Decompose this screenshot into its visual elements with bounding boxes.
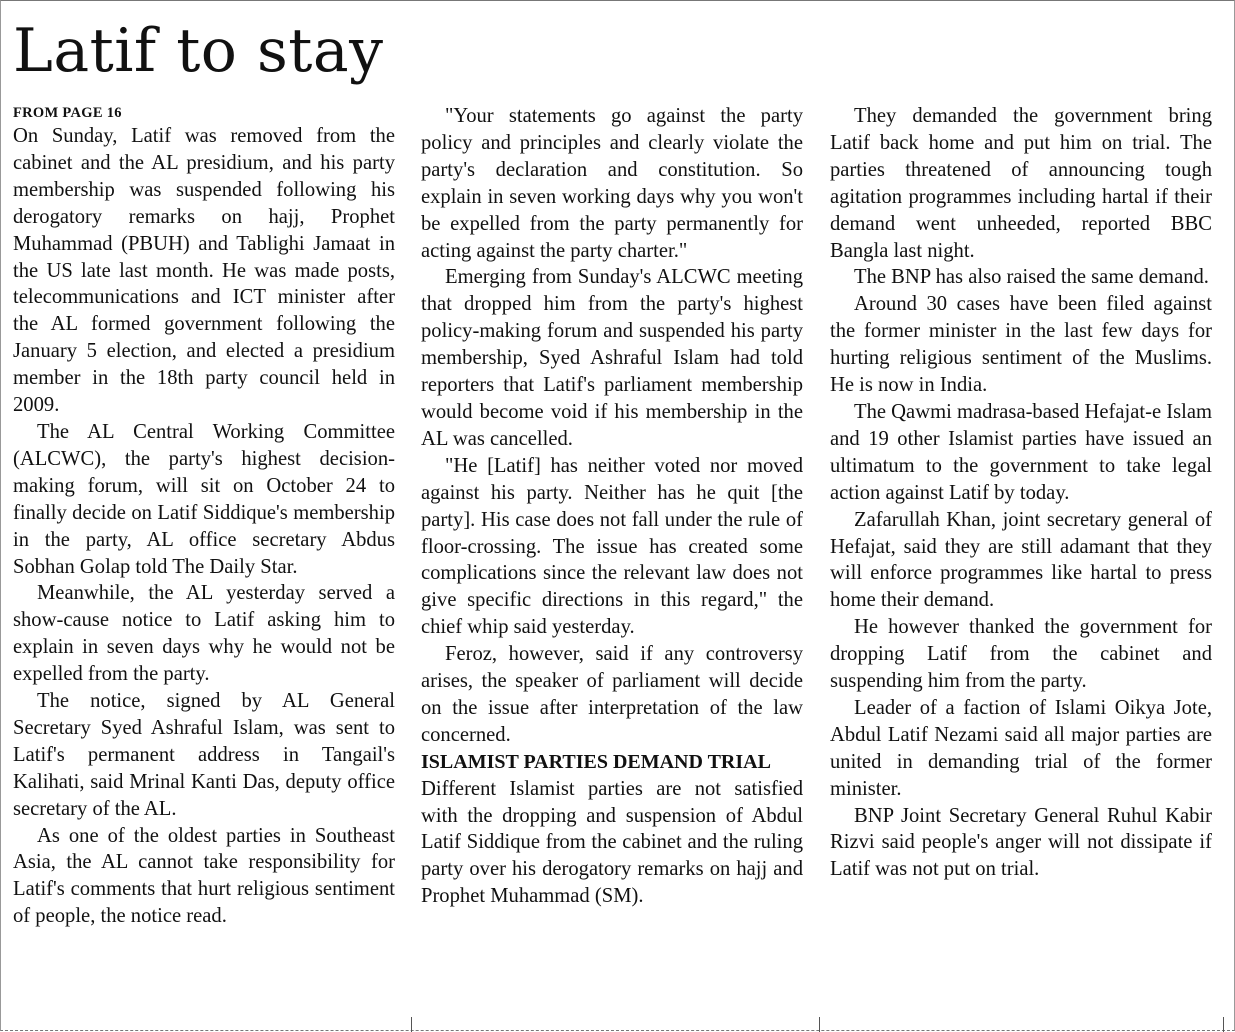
section-subhead: ISLAMIST PARTIES DEMAND TRIAL (421, 750, 771, 773)
continued-from-label: FROM PAGE 16 (13, 105, 122, 121)
cut-mark (819, 1017, 820, 1032)
paragraph: Zafarullah Khan, joint secretary general of Hefajat, said they are still adamant that they will enforce programmes like hartal to press home their demand. (830, 508, 1212, 612)
paragraph: The BNP has also raised the same demand. (854, 266, 1209, 289)
paragraph: "He [Latif] has neither voted nor moved against his party. Neither has he quit [the party]. His case does not fall under the rule of floor-crossing. The issue has created some complications since the relevant law does not give specific directions in this regard," the chief whip said yesterday. (421, 454, 803, 639)
paragraph: He however thanked the government for dropping Latif from the cabinet and suspending him from the party. (830, 616, 1212, 693)
paragraph: BNP Joint Secretary General Ruhul Kabir Rizvi said people's anger will not dissipate if Latif was not put on trial. (830, 804, 1212, 881)
paragraph: They demanded the government bring Latif back home and put him on trial. The parties threatened of announcing tough agitation programmes including hartal if their demand went unheeded, reported BBC Bangla last night. (830, 105, 1212, 262)
paragraph: The notice, signed by AL General Secretary Syed Ashraful Islam, was sent to Latif's permanent address in Tangail's Kalihati, said Mrinal Kanti Das, deputy office secretary of the AL. (13, 690, 395, 820)
paragraph: Leader of a faction of Islami Oikya Jote, Abdul Latif Nezami said all major parties are united in demanding trial of the former minister. (830, 696, 1212, 800)
headline: Latif to stay (13, 16, 384, 86)
cut-mark (1223, 1017, 1224, 1032)
paragraph: Emerging from Sunday's ALCWC meeting that dropped him from the party's highest policy-making forum and suspended his party membership, Syed Ashraful Islam had told reporters that Latif's parliament membership would become void if his membership in the AL was cancelled. (421, 266, 803, 450)
paragraph: The AL Central Working Committee (ALCWC), the party's highest decision-making forum, will sit on October 24 to finally decide on Latif Siddique's membership in the party, AL office secretary Abdus Sobhan Golap told The Daily Star. (13, 420, 395, 578)
cut-mark (411, 1017, 412, 1032)
paragraph: As one of the oldest parties in Southeast Asia, the AL cannot take responsibility for Latif's comments that hurt religious sentiment of people, the notice read. (13, 824, 395, 928)
paragraph: The Qawmi madrasa-based Hefajat-e Islam and 19 other Islamist parties have issued an ultimatum to the government to take legal action against Latif by today. (830, 400, 1212, 504)
article-column-1 (13, 103, 395, 1023)
paragraph: Around 30 cases have been filed against the former minister in the last few days for hurting religious sentiment of the Muslims. He is now in India. (830, 293, 1212, 397)
article-column-2 (421, 103, 803, 1023)
paragraph: Different Islamist parties are not satisfied with the dropping and suspension of Abdul Latif Siddique from the cabinet and the ruling party over his derogatory remarks on hajj and Prophet Muhammad (SM). (421, 777, 803, 908)
paragraph: Feroz, however, said if any controversy arises, the speaker of parliament will decide on the issue after interpretation of the law concerned. (421, 643, 803, 746)
article-column-3 (830, 103, 1212, 1023)
paragraph: "Your statements go against the party policy and principles and clearly violate the party's declaration and constitution. So explain in seven working days why you won't be expelled from the party permanently for acting against the party charter." (421, 105, 803, 262)
paragraph: On Sunday, Latif was removed from the cabinet and the AL presidium, and his party membership was suspended following his derogatory remarks on hajj, Prophet Muhammad (PBUH) and Tablighi Jamaat in the US late last month. He was made posts, telecommunications and ICT minister after the AL formed government following the January 5 election, and elected a presidium member in the 18th party council held in 2009. (13, 125, 395, 417)
paragraph: Meanwhile, the AL yesterday served a show-cause notice to Latif asking him to explain in seven days why he would not be expelled from the party. (13, 582, 395, 686)
